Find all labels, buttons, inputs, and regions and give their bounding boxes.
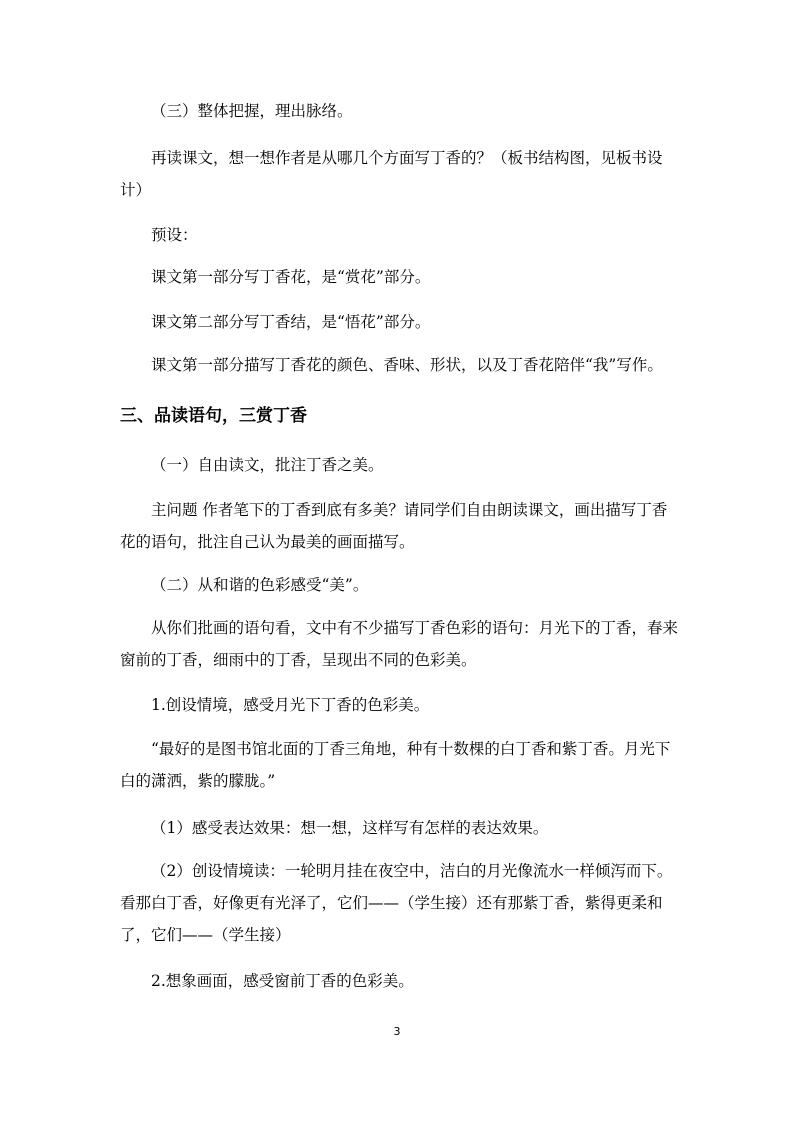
paragraph-main-question: 主问题 作者笔下的丁香到底有多美？请同学们自由朗读课文，画出描写丁香花的语句，批注自己认为最美的画面描写。	[120, 501, 668, 551]
paragraph-quote: “最好的是图书馆北面的丁香三角地，种有十数棵的白丁香和紫丁香。月光下白的潇洒，紫的朦胧。”	[120, 740, 671, 790]
paragraph-free-reading: （一）自由读文，批注丁香之美。	[151, 456, 384, 474]
section-heading-three: 三、品读语句，三赏丁香	[120, 406, 307, 426]
paragraph-color-sentences: 从你们批画的语句看，文中有不少描写丁香色彩的语句：月光下的丁香，春来窗前的丁香，细雨中的丁香，呈现出不同的色彩美。	[120, 619, 679, 669]
paragraph-expression-effect: （1）感受表达效果：想一想，这样写有怎样的表达效果。	[151, 819, 549, 837]
paragraph-part-two: 课文第二部分写丁香结，是“悟花”部分。	[151, 313, 431, 331]
paragraph-section-three-overview: （三）整体把握，理出脉络。	[151, 102, 353, 120]
paragraph-color-beauty: （二）从和谐的色彩感受“美”。	[151, 576, 369, 594]
paragraph-reread-question: 再读课文，想一想作者是从哪几个方面写丁香的？（板书结构图，见板书设计）	[120, 149, 663, 199]
paragraph-part-one-detail: 课文第一部分描写丁香花的颜色、香味、形状，以及丁香花陪伴“我”写作。	[151, 356, 663, 374]
paragraph-moonlight-item: 1.创设情境，感受月光下丁香的色彩美。	[151, 696, 430, 714]
paragraph-part-one: 课文第一部分写丁香花，是“赏花”部分。	[151, 268, 431, 286]
paragraph-preset-label: 预设：	[151, 226, 198, 244]
paragraph-window-item: 2.想象画面，感受窗前丁香的色彩美。	[151, 972, 414, 990]
paragraph-situational-reading: （2）创设情境读：一轮明月挂在夜空中，洁白的月光像流水一样倾泻而下。看那白丁香，好像更有光泽了，它们——（学生接）还有那紫丁香，紫得更柔和了，它们——（学生接）	[120, 862, 673, 944]
page-number: 3	[393, 1025, 401, 1038]
